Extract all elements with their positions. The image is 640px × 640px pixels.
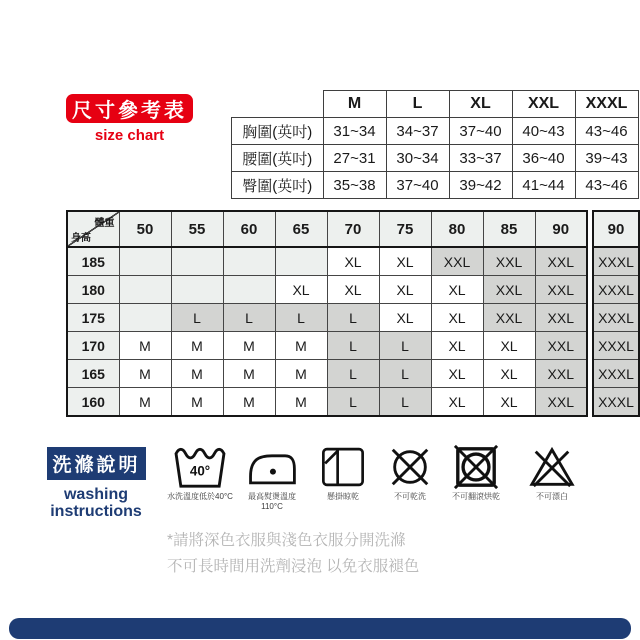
matrix-cell: XL — [379, 247, 431, 276]
height-header: 170 — [67, 332, 119, 360]
care-item-no-bleach — [502, 444, 602, 502]
size-row-label: 胸圍(英吋) — [232, 118, 324, 145]
size-table-corner — [232, 91, 324, 118]
size-col-header: XXL — [512, 91, 575, 118]
matrix-cell — [223, 276, 275, 304]
size-cell: 40~43 — [512, 118, 575, 145]
size-cell: 43~46 — [575, 172, 638, 199]
matrix-cell: XL — [483, 360, 535, 388]
matrix-main-body — [67, 211, 587, 416]
matrix-cell: XL — [431, 304, 483, 332]
size-cell: 39~42 — [449, 172, 512, 199]
matrix-cell: M — [171, 360, 223, 388]
size-col-header: XL — [449, 91, 512, 118]
matrix-cell: L — [379, 332, 431, 360]
washing-subtitle — [22, 486, 170, 520]
size-cell: 34~37 — [386, 118, 449, 145]
weight-header: 60 — [223, 211, 275, 247]
size-row-label: 腰圍(英吋) — [232, 145, 324, 172]
weight-header: 80 — [431, 211, 483, 247]
matrix-cell: L — [327, 304, 379, 332]
matrix-cell: XXXL — [593, 360, 639, 388]
matrix-cell: XL — [275, 276, 327, 304]
matrix-cell: XL — [483, 332, 535, 360]
matrix-cell: M — [171, 332, 223, 360]
weight-header: 55 — [171, 211, 223, 247]
size-cell: 43~46 — [575, 118, 638, 145]
size-col-header: L — [386, 91, 449, 118]
weight-header: 65 — [275, 211, 327, 247]
matrix-cell: L — [327, 332, 379, 360]
care-label-line1: 最高熨燙溫度 — [248, 492, 296, 501]
washing-subtitle-line2: instructions — [50, 503, 142, 520]
size-cell: 31~34 — [323, 118, 386, 145]
corner-weight-label: 體重 — [94, 218, 115, 229]
care-note-line1: *請將深色衣服與淺色衣服分開洗滌 — [167, 532, 406, 549]
height-header: 185 — [67, 247, 119, 276]
matrix-cell: XXL — [535, 304, 587, 332]
matrix-cell: XL — [327, 276, 379, 304]
matrix-cell: XXL — [535, 388, 587, 417]
matrix-cell: XXL — [431, 247, 483, 276]
size-chart-table — [231, 90, 639, 199]
height-header: 175 — [67, 304, 119, 332]
size-cell: 30~34 — [386, 145, 449, 172]
matrix-cell: XL — [379, 304, 431, 332]
size-cell: 35~38 — [323, 172, 386, 199]
size-row-label: 臀圍(英吋) — [232, 172, 324, 199]
size-col-header: XXXL — [575, 91, 638, 118]
matrix-cell: XXXL — [593, 276, 639, 304]
care-note — [167, 528, 419, 580]
size-cell: 37~40 — [449, 118, 512, 145]
matrix-cell: XL — [431, 332, 483, 360]
matrix-cell: XXXL — [593, 388, 639, 417]
care-label: 不可乾洗 — [394, 492, 426, 501]
matrix-cell: M — [119, 388, 171, 417]
matrix-cell: M — [275, 332, 327, 360]
matrix-last-column — [592, 210, 640, 417]
height-header: 165 — [67, 360, 119, 388]
care-label-line2: 110°C — [261, 502, 283, 511]
size-chart-subtitle: size chart — [94, 127, 165, 144]
matrix-cell: XXL — [535, 276, 587, 304]
matrix-cell: XXL — [483, 247, 535, 276]
matrix-cell: XXL — [483, 304, 535, 332]
size-chart-table-body — [232, 91, 639, 199]
matrix-cell: L — [327, 388, 379, 417]
size-cell: 41~44 — [512, 172, 575, 199]
svg-text:40°: 40° — [189, 463, 211, 479]
size-cell: 37~40 — [386, 172, 449, 199]
matrix-cell: M — [223, 360, 275, 388]
matrix-cell: L — [171, 304, 223, 332]
matrix-cell: XXL — [483, 276, 535, 304]
matrix-cell: XL — [431, 388, 483, 417]
height-header: 180 — [67, 276, 119, 304]
matrix-cell: XXXL — [593, 332, 639, 360]
size-chart-badge: 尺寸參考表 — [66, 94, 193, 123]
matrix-cell: M — [275, 388, 327, 417]
matrix-cell: XXL — [535, 360, 587, 388]
matrix-main-table — [66, 210, 588, 417]
matrix-cell: XXXL — [593, 247, 639, 276]
matrix-cell: M — [119, 360, 171, 388]
bottom-bar — [9, 618, 631, 639]
matrix-cell: M — [223, 332, 275, 360]
care-label: 懸掛晾乾 — [327, 492, 359, 501]
height-header: 160 — [67, 388, 119, 417]
height-weight-matrix — [66, 210, 640, 417]
matrix-cell: L — [275, 304, 327, 332]
size-cell: 33~37 — [449, 145, 512, 172]
matrix-cell: L — [327, 360, 379, 388]
weight-header: 70 — [327, 211, 379, 247]
matrix-cell: L — [379, 388, 431, 417]
care-label: 不可翻滾烘乾 — [452, 492, 500, 501]
matrix-cell: M — [119, 332, 171, 360]
matrix-corner — [67, 211, 119, 247]
matrix-cell: XXL — [535, 332, 587, 360]
matrix-cell: XL — [431, 360, 483, 388]
matrix-cell: M — [275, 360, 327, 388]
matrix-cell — [275, 247, 327, 276]
matrix-cell — [223, 247, 275, 276]
matrix-cell: XXL — [535, 247, 587, 276]
matrix-cell — [119, 304, 171, 332]
matrix-last-body — [593, 211, 639, 416]
weight-header: 90 — [535, 211, 587, 247]
matrix-cell: M — [171, 388, 223, 417]
size-cell: 36~40 — [512, 145, 575, 172]
matrix-cell: XXXL — [593, 304, 639, 332]
weight-header: 90 — [593, 211, 639, 247]
washing-badge: 洗滌說明 — [47, 447, 146, 480]
matrix-cell — [119, 276, 171, 304]
weight-header: 85 — [483, 211, 535, 247]
size-col-header: M — [323, 91, 386, 118]
care-note-line2: 不可長時間用洗劑浸泡 以免衣服褪色 — [167, 558, 420, 575]
care-label: 不可漂白 — [536, 492, 568, 501]
matrix-cell: XL — [431, 276, 483, 304]
corner-height-label: 身高 — [71, 233, 91, 244]
matrix-cell: L — [223, 304, 275, 332]
matrix-cell: XL — [483, 388, 535, 417]
matrix-cell — [171, 276, 223, 304]
size-cell: 39~43 — [575, 145, 638, 172]
washing-subtitle-line1: washing — [63, 486, 128, 503]
weight-header: 50 — [119, 211, 171, 247]
matrix-cell: XL — [379, 276, 431, 304]
matrix-cell: L — [379, 360, 431, 388]
weight-header: 75 — [379, 211, 431, 247]
care-label: 水洗溫度低於40°C — [167, 492, 233, 501]
matrix-cell — [171, 247, 223, 276]
matrix-cell: XL — [327, 247, 379, 276]
matrix-cell: M — [223, 388, 275, 417]
matrix-cell — [119, 247, 171, 276]
no-bleach-icon — [502, 444, 602, 490]
size-cell: 27~31 — [323, 145, 386, 172]
